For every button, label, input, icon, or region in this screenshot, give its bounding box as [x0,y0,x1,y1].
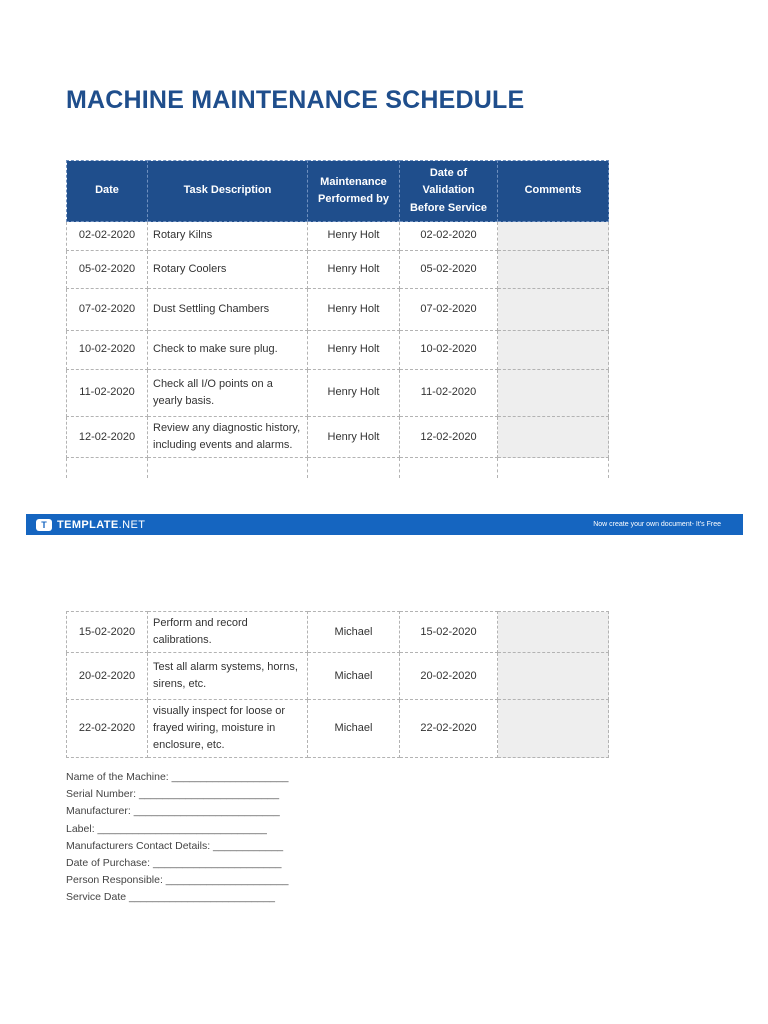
form-field-line: Service Date _________________________ [66,891,276,904]
header-performed-by: Maintenance Performed by [308,161,400,222]
row-performed-by: Michael [308,653,400,700]
row-task-description: Rotary Kilns [148,222,308,251]
table-row [67,370,609,417]
row-validation-date: 02-02-2020 [400,222,498,251]
template-net-logo[interactable] [36,519,145,531]
form-field-line: Manufacturer: _________________________ [66,805,280,818]
row-validation-date: 15-02-2020 [400,612,498,653]
table-row [67,289,609,331]
row-validation-date: 07-02-2020 [400,289,498,331]
row-performed-by: Henry Holt [308,417,400,458]
maintenance-table-continued [66,611,609,758]
row-date: 02-02-2020 [67,222,148,251]
row-date: 22-02-2020 [67,700,148,758]
row-comments [498,251,609,289]
row-comments [498,370,609,417]
row-date: 20-02-2020 [67,653,148,700]
header-validation-date: Date of Validation Before Service [400,161,498,222]
empty-cell [308,458,400,478]
row-date: 15-02-2020 [67,612,148,653]
row-task-description: visually inspect for loose or frayed wiring, moisture in enclosure, etc. [148,700,308,758]
row-comments [498,653,609,700]
row-performed-by: Michael [308,612,400,653]
row-comments [498,612,609,653]
document-title: MACHINE MAINTENANCE SCHEDULE [66,86,525,114]
maintenance-table [66,160,609,478]
row-performed-by: Henry Holt [308,331,400,370]
row-task-description: Check all I/O points on a yearly basis. [148,370,308,417]
template-logo-icon: T [36,519,52,531]
empty-cell [148,458,308,478]
header-task-description: Task Description [148,161,308,222]
row-date: 10-02-2020 [67,331,148,370]
form-field-line: Name of the Machine: ____________________ [66,771,289,783]
table-row [67,222,609,251]
row-comments [498,289,609,331]
row-task-description: Test all alarm systems, horns, sirens, etc. [148,653,308,700]
row-comments [498,331,609,370]
row-validation-date: 05-02-2020 [400,251,498,289]
table-row [67,653,609,700]
row-task-description: Review any diagnostic history, including events and alarms. [148,417,308,458]
row-date: 05-02-2020 [67,251,148,289]
logo-text: TEMPLATE.NET [57,518,146,531]
row-performed-by: Henry Holt [308,222,400,251]
form-field-line: Serial Number: ________________________ [66,788,280,801]
header-date: Date [67,161,148,222]
row-performed-by: Henry Holt [308,289,400,331]
table-row [67,331,609,370]
form-field-line: Label: _____________________________ [66,822,267,835]
row-comments [498,222,609,251]
row-performed-by: Henry Holt [308,251,400,289]
form-field-line: Manufacturers Contact Details: ____________ [66,839,284,852]
table-row [67,700,609,758]
table-row [67,251,609,289]
empty-cell [67,458,148,478]
row-validation-date: 20-02-2020 [400,653,498,700]
table-header-row [67,161,609,222]
row-validation-date: 22-02-2020 [400,700,498,758]
template-net-banner[interactable] [26,514,743,535]
row-comments [498,417,609,458]
row-date: 07-02-2020 [67,289,148,331]
banner-tagline[interactable]: Now create your own document- It's Free [593,521,721,528]
row-task-description: Perform and record calibrations. [148,612,308,653]
table-row [67,417,609,458]
row-task-description: Dust Settling Chambers [148,289,308,331]
machine-details-form [66,769,288,907]
row-validation-date: 12-02-2020 [400,417,498,458]
empty-cell [498,458,609,478]
table-row-empty [67,458,609,478]
row-performed-by: Michael [308,700,400,758]
form-field-line: Person Responsible: _____________________ [66,874,289,887]
header-comments: Comments [498,161,609,222]
row-performed-by: Henry Holt [308,370,400,417]
form-field-line: Date of Purchase: ______________________ [66,856,282,869]
row-date: 11-02-2020 [67,370,148,417]
row-task-description: Check to make sure plug. [148,331,308,370]
empty-cell [400,458,498,478]
row-validation-date: 10-02-2020 [400,331,498,370]
row-validation-date: 11-02-2020 [400,370,498,417]
row-comments [498,700,609,758]
table-row [67,612,609,653]
row-date: 12-02-2020 [67,417,148,458]
row-task-description: Rotary Coolers [148,251,308,289]
